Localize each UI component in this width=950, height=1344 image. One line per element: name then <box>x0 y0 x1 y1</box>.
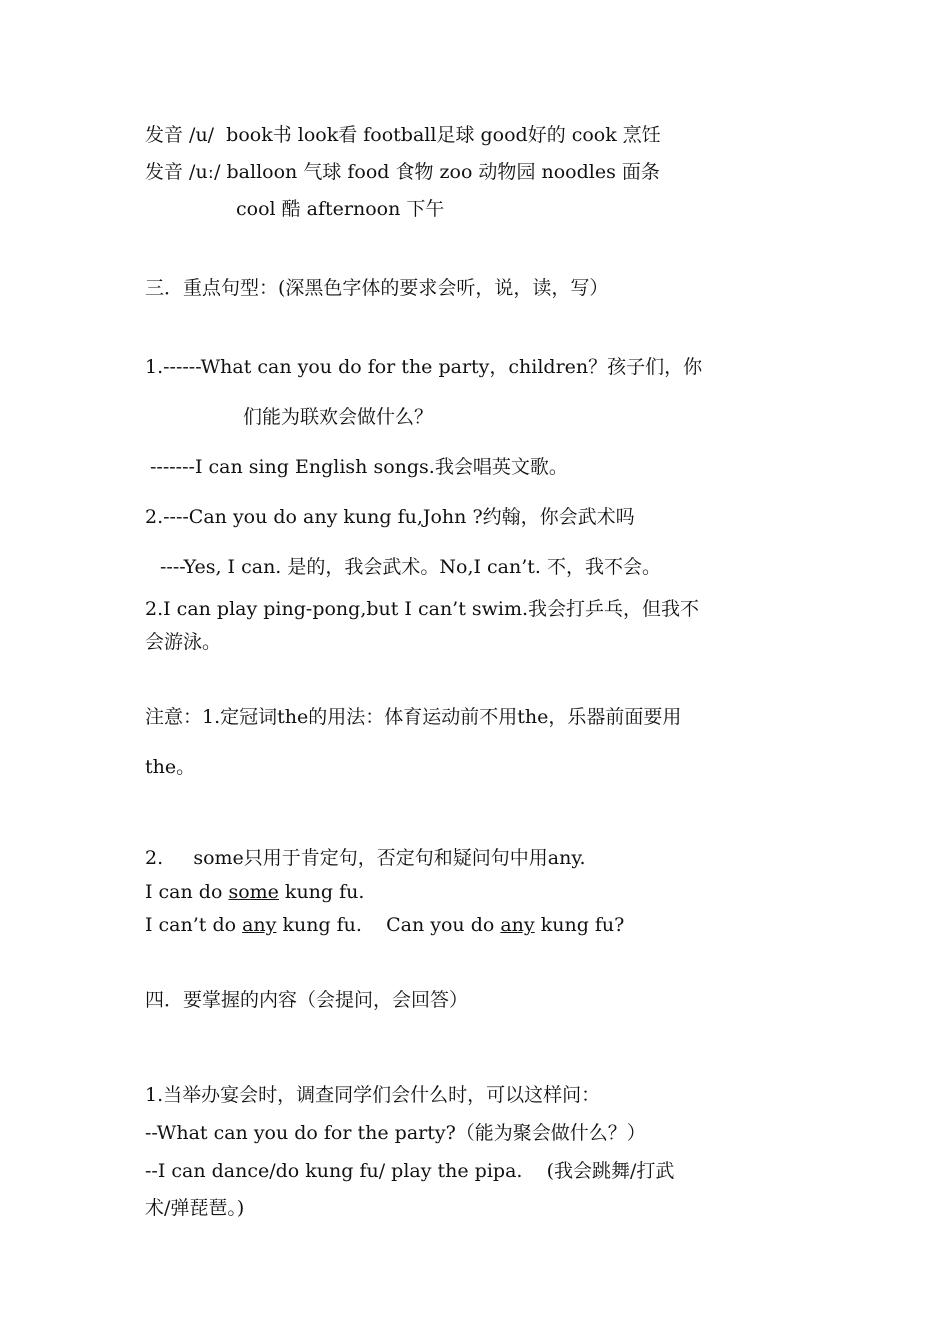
example-2-post: kung fu? <box>534 914 625 936</box>
sentence1-question: 1.------What can you do for the party，children？孩子们，你 <box>145 356 703 378</box>
sentence2-question: 2.----Can you do any kung fu,John ?约翰，你会武术吗 <box>145 506 635 528</box>
sentence3: 2.I can play ping-pong,but I can’t swim.我会打乒乓，但我不 <box>145 598 700 620</box>
sentence3-cont: 会游泳。 <box>145 631 222 653</box>
example-1-pre: I can do <box>145 881 229 903</box>
note-2: 2. some只用于肯定句，否定句和疑问句中用any. <box>145 847 586 869</box>
section3-heading: 三．重点句型：(深黑色字体的要求会听，说，读，写） <box>145 277 609 299</box>
section4-question: --What can you do for the party?（能为聚会做什么？） <box>145 1122 646 1144</box>
note-1-cont: the。 <box>145 756 196 778</box>
example-2-mid: kung fu. Can you do <box>276 914 501 936</box>
example-1-post: kung fu. <box>278 881 365 903</box>
phonics-u-long-cont: cool 酷 afternoon 下午 <box>236 198 445 220</box>
example-2-any: any <box>242 914 277 936</box>
example-1 <box>145 879 364 905</box>
phonics-u-long: 发音 /uː/ balloon 气球 food 食物 zoo 动物园 noodles 面条 <box>145 161 660 183</box>
section4-heading: 四．要掌握的内容（会提问，会回答） <box>145 989 469 1011</box>
note-1: 注意：1.定冠词the的用法：体育运动前不用the，乐器前面要用 <box>145 706 682 728</box>
sentence2-answer: ----Yes, I can. 是的，我会武术。No,I can’t. 不，我不会。 <box>160 556 661 578</box>
sentence1-answer: -------I can sing English songs.我会唱英文歌。 <box>150 456 568 478</box>
section4-answer-cont: 术/弹琵琶。) <box>145 1197 245 1219</box>
sentence1-question-cont: 们能为联欢会做什么？ <box>243 406 434 428</box>
section4-p1: 1.当举办宴会时，调查同学们会什么时，可以这样问： <box>145 1084 601 1106</box>
section4-answer: --I can dance/do kung fu/ play the pipa. (我会跳舞/打武 <box>145 1160 675 1182</box>
example-1-some: some <box>228 881 279 903</box>
example-2 <box>145 912 624 938</box>
phonics-u-short: 发音 /u/ book书 look看 football足球 good好的 cook 烹饪 <box>145 124 661 146</box>
example-2-any-2: any <box>500 914 535 936</box>
example-2-pre: I can’t do <box>145 914 243 936</box>
